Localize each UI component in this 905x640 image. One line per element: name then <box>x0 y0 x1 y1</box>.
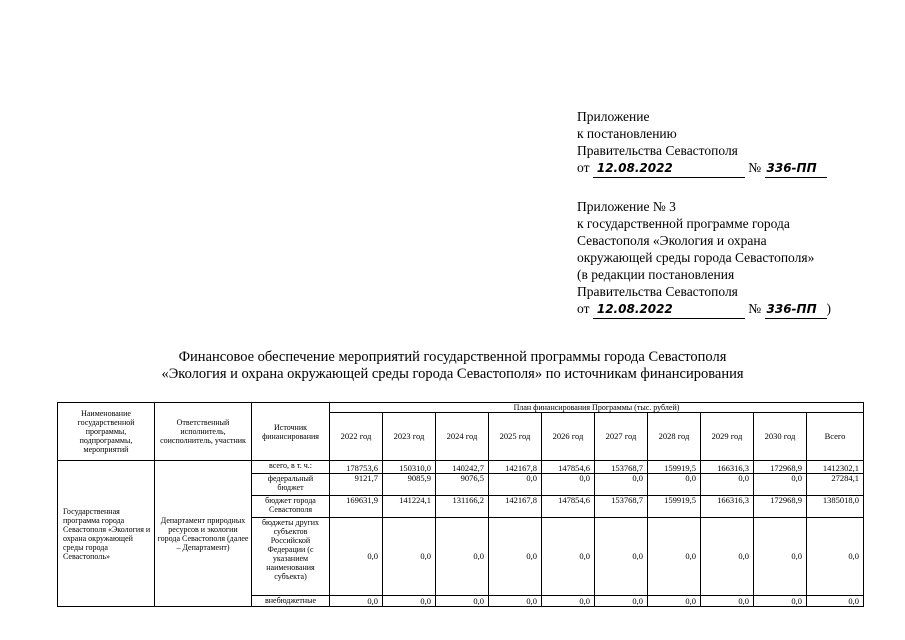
header-year: 2027 год <box>595 413 648 461</box>
value-cell: 27284,1 <box>807 474 864 496</box>
value-cell: 0,0 <box>542 596 595 607</box>
header-name: Наименование государственной программы, подпрограммы, мероприятий <box>58 403 155 461</box>
value-cell: 0,0 <box>383 518 436 596</box>
value-cell: 0,0 <box>595 474 648 496</box>
header-executor: Ответственный исполнитель, соисполнитель, участник <box>155 403 252 461</box>
appendix-2-line: окружающей среды города Севастополя» <box>577 250 815 265</box>
header-year: 2030 год <box>754 413 807 461</box>
appendix-2-line: Приложение № 3 <box>577 199 676 214</box>
value-cell: 153768,7 <box>595 461 648 474</box>
source-cell: бюджеты других субъектов Российской Федерации (с указанием наименования субъекта) <box>252 518 330 596</box>
executor-cell: Департамент природных ресурсов и экологии города Севастополя (далее – Департамент) <box>155 461 252 607</box>
value-cell: 0,0 <box>436 518 489 596</box>
number-label: № <box>748 301 762 316</box>
appendix-1-block <box>577 108 827 178</box>
appendix-1-line: Приложение <box>577 109 650 124</box>
value-cell: 0,0 <box>701 474 754 496</box>
title-line: Финансовое обеспечение мероприятий государственной программы города Севастополя <box>178 349 727 365</box>
financing-table <box>57 402 864 607</box>
value-cell: 172968,9 <box>754 461 807 474</box>
appendix-1-line: Правительства Севастополя <box>577 143 738 158</box>
source-cell: федеральный бюджет <box>252 474 330 496</box>
header-year: 2024 год <box>436 413 489 461</box>
appendix-2-date-line <box>577 300 831 319</box>
value-cell: 0,0 <box>701 596 754 607</box>
value-cell: 0,0 <box>489 596 542 607</box>
value-cell: 1385018,0 <box>807 496 864 518</box>
value-cell: 178753,6 <box>330 461 383 474</box>
appendix-2-line: Севастополя «Экология и охрана <box>577 233 767 248</box>
title-line: «Экология и охрана окружающей среды города Севастополя» по источникам финансирования <box>161 366 744 382</box>
appendix-1-date-line <box>577 159 827 178</box>
value-cell: 147854,6 <box>542 461 595 474</box>
header-year: 2022 год <box>330 413 383 461</box>
source-cell: всего, в т. ч.: <box>252 461 330 474</box>
value-cell: 0,0 <box>754 474 807 496</box>
value-cell: 0,0 <box>436 596 489 607</box>
appendix-2-line: (в редакции постановления <box>577 267 735 282</box>
value-cell: 147854,6 <box>542 496 595 518</box>
value-cell: 140242,7 <box>436 461 489 474</box>
value-cell: 172968,9 <box>754 496 807 518</box>
handwritten-number: 336-ПП <box>765 160 827 178</box>
value-cell: 142167,8 <box>489 496 542 518</box>
value-cell: 153768,7 <box>595 496 648 518</box>
header-source: Источник финансирования <box>252 403 330 461</box>
value-cell: 0,0 <box>754 518 807 596</box>
value-cell: 0,0 <box>489 474 542 496</box>
header-year: 2025 год <box>489 413 542 461</box>
appendix-1-line: к постановлению <box>577 126 677 141</box>
value-cell: 0,0 <box>648 596 701 607</box>
value-cell: 9085,9 <box>383 474 436 496</box>
value-cell: 0,0 <box>330 518 383 596</box>
value-cell: 1412302,1 <box>807 461 864 474</box>
header-row <box>58 403 864 413</box>
value-cell: 0,0 <box>383 596 436 607</box>
program-name-cell: Государственная программа города Севастополя «Экология и охрана окружающей среды города Севастополь» <box>58 461 155 607</box>
header-year: 2029 год <box>701 413 754 461</box>
value-cell: 169631,9 <box>330 496 383 518</box>
value-cell: 0,0 <box>754 596 807 607</box>
handwritten-number: 336-ПП <box>765 301 827 319</box>
value-cell: 0,0 <box>542 474 595 496</box>
value-cell: 131166,2 <box>436 496 489 518</box>
value-cell: 159919,5 <box>648 496 701 518</box>
number-label: № <box>748 160 762 175</box>
value-cell: 9121,7 <box>330 474 383 496</box>
source-cell: бюджет города Севастополя <box>252 496 330 518</box>
value-cell: 166316,3 <box>701 461 754 474</box>
appendix-2-line: к государственной программе города <box>577 216 790 231</box>
value-cell: 159919,5 <box>648 461 701 474</box>
header-year: 2026 год <box>542 413 595 461</box>
header-year: 2028 год <box>648 413 701 461</box>
document-title <box>0 349 905 383</box>
value-cell: 0,0 <box>701 518 754 596</box>
closing-paren: ) <box>826 301 831 316</box>
header-year: 2023 год <box>383 413 436 461</box>
handwritten-date: 12.08.2022 <box>593 160 745 178</box>
appendix-2-block <box>577 198 831 319</box>
value-cell: 0,0 <box>648 474 701 496</box>
value-cell: 0,0 <box>807 518 864 596</box>
table-row <box>58 461 864 474</box>
value-cell: 0,0 <box>648 518 701 596</box>
appendix-2-line: Правительства Севастополя <box>577 284 738 299</box>
header-total: Всего <box>807 413 864 461</box>
value-cell: 166316,3 <box>701 496 754 518</box>
value-cell: 0,0 <box>330 596 383 607</box>
value-cell: 142167,8 <box>489 461 542 474</box>
source-cell: внебюджетные <box>252 596 330 607</box>
value-cell: 0,0 <box>489 518 542 596</box>
from-label: от <box>577 160 590 175</box>
value-cell: 0,0 <box>542 518 595 596</box>
from-label: от <box>577 301 590 316</box>
value-cell: 0,0 <box>595 596 648 607</box>
value-cell: 150310,0 <box>383 461 436 474</box>
value-cell: 9076,5 <box>436 474 489 496</box>
header-plan: План финансирования Программы (тыс. рублей) <box>330 403 864 413</box>
value-cell: 141224,1 <box>383 496 436 518</box>
value-cell: 0,0 <box>595 518 648 596</box>
handwritten-date: 12.08.2022 <box>593 301 745 319</box>
value-cell: 0,0 <box>807 596 864 607</box>
